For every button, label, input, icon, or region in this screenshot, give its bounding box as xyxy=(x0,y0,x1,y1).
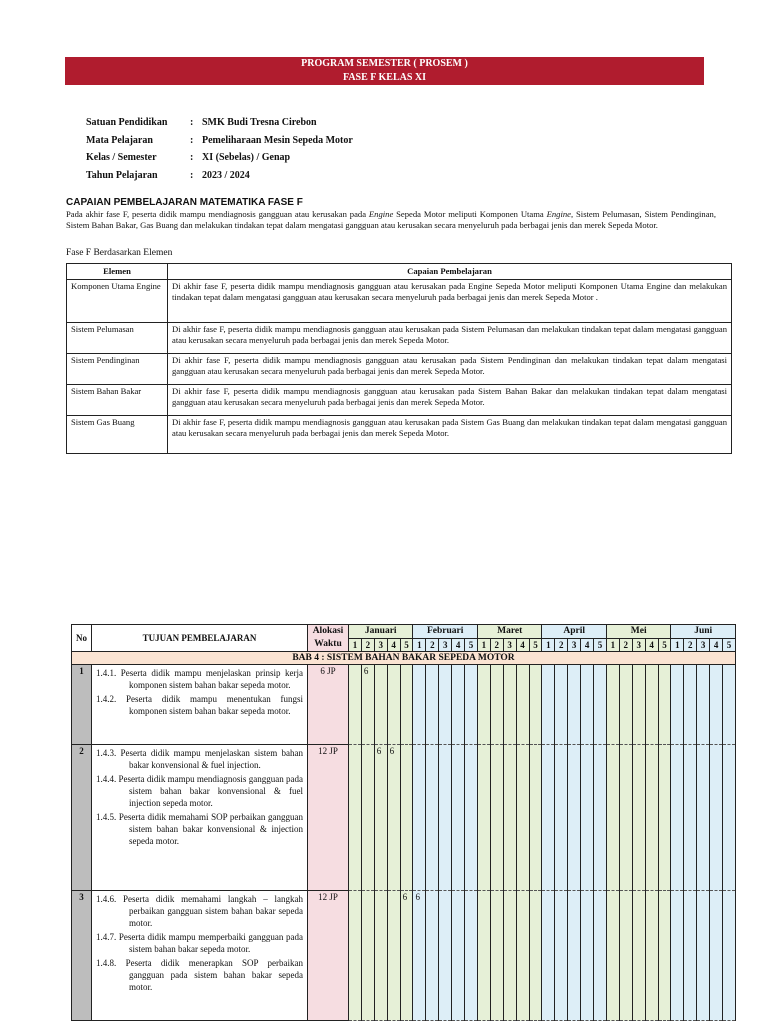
week-number: 1 xyxy=(671,638,684,652)
prosem-row xyxy=(72,665,736,745)
tujuan-item: 1.4.1. Peserta didik mampu menjelaskan prinsip kerja komponen sistem bahan bakar sepeda motor. xyxy=(96,668,303,690)
week-cell xyxy=(684,891,697,1021)
week-cell xyxy=(671,891,684,1021)
week-number: 4 xyxy=(452,638,465,652)
week-cell xyxy=(387,665,400,745)
tujuan-cell xyxy=(92,665,308,745)
week-cell xyxy=(658,891,671,1021)
week-cell xyxy=(374,665,387,745)
week-cell xyxy=(465,665,478,745)
tujuan-cell xyxy=(92,891,308,1021)
row-number: 1 xyxy=(72,665,92,745)
alokasi-cell: 6 JP xyxy=(308,665,349,745)
week-cell xyxy=(619,665,632,745)
week-number: 2 xyxy=(555,638,568,652)
prosem-row xyxy=(72,891,736,1021)
prosem-header-row xyxy=(72,625,736,639)
week-number: 3 xyxy=(632,638,645,652)
week-cell xyxy=(452,745,465,891)
week-cell xyxy=(606,745,619,891)
header-banner xyxy=(65,57,704,85)
week-cell xyxy=(555,891,568,1021)
week-number: 5 xyxy=(465,638,478,652)
week-cell xyxy=(632,745,645,891)
week-cell: 6 xyxy=(374,745,387,891)
week-cell xyxy=(710,891,723,1021)
table-header-row xyxy=(67,264,732,280)
week-cell xyxy=(477,665,490,745)
week-cell xyxy=(516,745,529,891)
alokasi-cell: 12 JP xyxy=(308,745,349,891)
week-number: 1 xyxy=(542,638,555,652)
week-cell xyxy=(452,891,465,1021)
week-cell xyxy=(542,745,555,891)
week-cell xyxy=(349,745,362,891)
week-cell: 6 xyxy=(361,665,374,745)
bab-title: BAB 4 : SISTEM BAHAN BAKAR SEPEDA MOTOR xyxy=(72,652,736,665)
week-cell xyxy=(413,745,426,891)
week-cell xyxy=(697,665,710,745)
month-header: Juni xyxy=(671,625,736,639)
week-cell xyxy=(452,665,465,745)
week-number: 1 xyxy=(413,638,426,652)
week-number: 5 xyxy=(723,638,736,652)
week-cell xyxy=(387,891,400,1021)
info-row: Satuan Pendidikan : SMK Budi Tresna Cirebon xyxy=(86,117,317,128)
info-row: Mata Pelajaran : Pemeliharaan Mesin Sepeda Motor xyxy=(86,134,353,146)
week-cell xyxy=(555,745,568,891)
week-cell xyxy=(697,745,710,891)
week-cell xyxy=(529,665,542,745)
week-cell xyxy=(619,745,632,891)
tujuan-item: 1.4.2. Peserta didik mampu menentukan fungsi komponen sistem bahan bakar sepeda motor. xyxy=(96,694,303,716)
week-number: 5 xyxy=(400,638,413,652)
week-cell: 6 xyxy=(400,891,413,1021)
week-cell xyxy=(477,891,490,1021)
header-tujuan: TUJUAN PEMBELAJARAN xyxy=(92,625,308,652)
week-cell xyxy=(516,891,529,1021)
week-cell xyxy=(503,665,516,745)
tujuan-cell xyxy=(92,745,308,891)
week-cell xyxy=(413,665,426,745)
week-cell xyxy=(477,745,490,891)
week-cell xyxy=(594,745,607,891)
week-cell xyxy=(606,891,619,1021)
week-cell xyxy=(684,665,697,745)
week-cell xyxy=(594,891,607,1021)
week-cell: 6 xyxy=(387,745,400,891)
week-number: 4 xyxy=(645,638,658,652)
table-row: Komponen Utama Engine Di akhir fase F, peserta didik mampu mendiagnosis gangguan atau kerusakan pada Engine Sepeda Motor meliputi Komponen Utama Engine dan melakukan tindakan tepat dalam mengatasi gangguan atau kerusakan secara menyeluruh pada berbagai jenis dan merek Sepeda Motor . xyxy=(67,279,732,322)
header-elemen: Elemen xyxy=(67,264,168,280)
table-row: Sistem Pendinginan Di akhir fase F, peserta didik mampu mendiagnosis gangguan atau kerusakan pada Sistem Pendinginan dan melakukan tindakan tepat dalam mengatasi gangguan atau kerusakan secara menyeluruh pada berbagai jenis dan merek Sepeda Motor. xyxy=(67,353,732,384)
week-cell xyxy=(490,891,503,1021)
week-cell xyxy=(723,891,736,1021)
month-header: Mei xyxy=(606,625,670,639)
banner-subtitle: FASE F KELAS XI xyxy=(342,72,427,83)
tujuan-item: 1.4.4. Peserta didik mampu mendiagnosis gangguan pada sistem bahan bakar konvensional & fuel injection sepeda motor. xyxy=(96,774,303,808)
week-number: 2 xyxy=(361,638,374,652)
table-row: Sistem Gas Buang Di akhir fase F, peserta didik mampu mendiagnosis gangguan atau kerusakan pada Sistem Gas Buang dan melakukan tindakan tepat dalam mengatasi gangguan atau kerusakan secara menyeluruh pada berbagai jenis dan merek Sepeda Motor. xyxy=(67,415,732,453)
week-number: 4 xyxy=(581,638,594,652)
week-cell xyxy=(710,745,723,891)
week-cell xyxy=(658,665,671,745)
week-cell xyxy=(697,891,710,1021)
elemen-table xyxy=(66,263,732,454)
week-cell xyxy=(529,891,542,1021)
week-cell xyxy=(503,891,516,1021)
week-cell xyxy=(361,745,374,891)
table-row: Sistem Bahan Bakar Di akhir fase F, peserta didik mampu mendiagnosis gangguan atau kerusakan pada Sistem Bahan Bakar dan melakukan tindakan tepat dalam mengatasi gangguan atau kerusakan secara menyeluruh pada berbagai jenis dan merek Sepeda Motor. xyxy=(67,384,732,415)
info-row: Kelas / Semester : XI (Sebelas) / Genap xyxy=(86,152,291,163)
week-cell xyxy=(349,891,362,1021)
week-cell xyxy=(426,745,439,891)
week-number: 1 xyxy=(477,638,490,652)
week-cell xyxy=(516,665,529,745)
header-alokasi: Alokasi Waktu xyxy=(308,625,349,652)
week-cell xyxy=(374,891,387,1021)
week-cell xyxy=(581,891,594,1021)
week-cell xyxy=(581,745,594,891)
week-cell xyxy=(684,745,697,891)
week-cell xyxy=(723,665,736,745)
week-cell xyxy=(439,665,452,745)
week-cell xyxy=(529,745,542,891)
week-cell xyxy=(594,665,607,745)
tujuan-item: 1.4.8. Peserta didik menerapkan SOP perbaikan gangguan pada sistem bahan bakar sepeda motor. xyxy=(96,958,303,992)
week-cell xyxy=(619,891,632,1021)
week-number: 4 xyxy=(516,638,529,652)
month-header: April xyxy=(542,625,607,639)
tujuan-item: 1.4.7. Peserta didik mampu memperbaiki gangguan pada sistem bahan bakar sepeda motor. xyxy=(96,932,303,954)
alokasi-cell: 12 JP xyxy=(308,891,349,1021)
week-cell xyxy=(490,745,503,891)
week-cell xyxy=(581,665,594,745)
week-cell xyxy=(400,745,413,891)
capaian-paragraph: Pada akhir fase F, peserta didik mampu mendiagnosis gangguan atau kerusakan pada Engine Sepeda Motor meliputi Komponen Utama Engine, Sistem Pelumasan, Sistem Pendinginan, Sistem Bahan Bakar, Gas Buang dan melakukan tindakan tepat dalam mengatasi gangguan atau kerusakan secara menyeluruh pada berbagai jenis dan merek Sepeda Motor. xyxy=(66,209,716,230)
bab-row xyxy=(72,652,736,665)
week-cell xyxy=(568,891,581,1021)
week-cell xyxy=(426,891,439,1021)
week-number: 1 xyxy=(606,638,619,652)
banner-title: PROGRAM SEMESTER ( PROSEM ) xyxy=(301,58,468,69)
week-cell xyxy=(606,665,619,745)
week-number: 4 xyxy=(387,638,400,652)
week-cell xyxy=(645,745,658,891)
week-cell xyxy=(555,665,568,745)
week-cell xyxy=(723,745,736,891)
month-header: Maret xyxy=(477,625,542,639)
row-number: 3 xyxy=(72,891,92,1021)
header-no: No xyxy=(72,625,92,652)
week-cell xyxy=(426,665,439,745)
week-number: 5 xyxy=(529,638,542,652)
week-cell xyxy=(568,745,581,891)
week-cell xyxy=(568,665,581,745)
week-number: 5 xyxy=(658,638,671,652)
week-cell xyxy=(658,745,671,891)
week-cell xyxy=(400,665,413,745)
header-capaian: Capaian Pembelajaran xyxy=(168,264,732,280)
week-cell xyxy=(465,745,478,891)
week-number: 3 xyxy=(503,638,516,652)
week-cell xyxy=(710,665,723,745)
week-cell xyxy=(542,891,555,1021)
week-cell xyxy=(671,665,684,745)
capaian-title: CAPAIAN PEMBELAJARAN MATEMATIKA FASE F xyxy=(66,197,303,208)
week-number: 2 xyxy=(490,638,503,652)
week-cell xyxy=(671,745,684,891)
week-cell xyxy=(349,665,362,745)
tujuan-item: 1.4.5. Peserta didik memahami SOP perbaikan gangguan sistem bahan bakar konvensional & injection sepeda motor. xyxy=(96,812,303,846)
week-cell xyxy=(465,891,478,1021)
month-header: Januari xyxy=(349,625,413,639)
week-cell xyxy=(503,745,516,891)
week-number: 2 xyxy=(684,638,697,652)
tujuan-item: 1.4.6. Peserta didik memahami langkah – langkah perbaikan gangguan sistem bahan bakar sepeda motor. xyxy=(96,894,303,928)
week-cell xyxy=(632,891,645,1021)
week-number: 3 xyxy=(374,638,387,652)
tujuan-item: 1.4.3. Peserta didik mampu menjelaskan sistem bahan bakar konvensional & fuel injection. xyxy=(96,748,303,770)
week-number: 4 xyxy=(710,638,723,652)
week-cell xyxy=(645,665,658,745)
week-cell xyxy=(361,891,374,1021)
week-cell xyxy=(542,665,555,745)
prosem-table xyxy=(71,624,736,1021)
week-number: 3 xyxy=(568,638,581,652)
week-cell xyxy=(439,891,452,1021)
week-cell xyxy=(645,891,658,1021)
week-number: 3 xyxy=(439,638,452,652)
week-number: 2 xyxy=(619,638,632,652)
week-number: 3 xyxy=(697,638,710,652)
week-cell xyxy=(490,665,503,745)
table-row: Sistem Pelumasan Di akhir fase F, peserta didik mampu mendiagnosis gangguan atau kerusakan pada Sistem Pelumasan dan melakukan tindakan tepat dalam mengatasi gangguan atau kerusakan secara menyeluruh pada berbagai jenis dan merek Sepeda Motor. xyxy=(67,322,732,353)
info-row: Tahun Pelajaran : 2023 / 2024 xyxy=(86,169,250,181)
prosem-row xyxy=(72,745,736,891)
month-header: Februari xyxy=(413,625,477,639)
week-cell xyxy=(439,745,452,891)
week-cell xyxy=(632,665,645,745)
week-number: 2 xyxy=(426,638,439,652)
row-number: 2 xyxy=(72,745,92,891)
identity-block xyxy=(86,117,353,187)
week-number: 5 xyxy=(594,638,607,652)
week-number: 1 xyxy=(349,638,362,652)
capaian-subtitle: Fase F Berdasarkan Elemen xyxy=(66,248,173,258)
week-cell: 6 xyxy=(413,891,426,1021)
